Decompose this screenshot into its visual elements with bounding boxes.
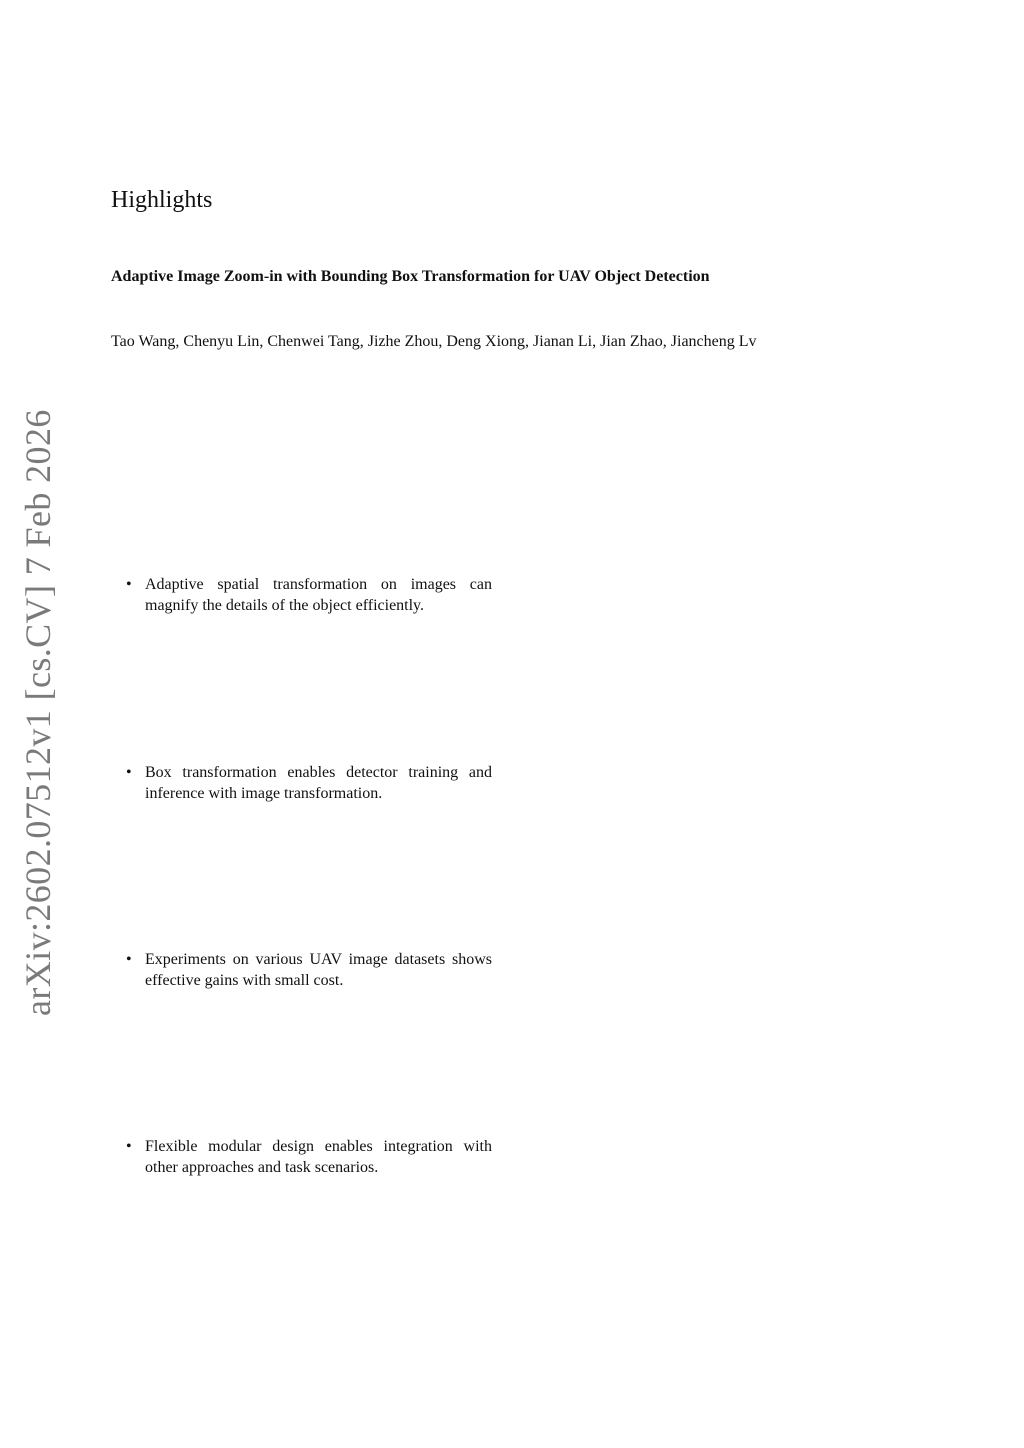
highlights-heading: Highlights: [111, 187, 213, 213]
paper-title: Adaptive Image Zoom-in with Bounding Box Transformation for UAV Object Detection: [111, 268, 710, 285]
highlight-item: [126, 1136, 492, 1178]
bullet-icon: •: [126, 764, 132, 781]
bullet-icon: •: [126, 951, 132, 968]
bullet-icon: •: [126, 576, 132, 593]
arxiv-sidebar-stamp: arXiv:2602.07512v1 [cs.CV] 7 Feb 2026: [18, 409, 58, 1016]
highlight-item: [126, 949, 492, 991]
bullet-icon: •: [126, 1138, 132, 1155]
highlight-text: Box transformation enables detector training and inference with image transformation.: [145, 764, 492, 802]
highlight-text: Experiments on various UAV image datasets shows effective gains with small cost.: [145, 951, 492, 989]
highlight-item: [126, 762, 492, 804]
highlight-text: Adaptive spatial transformation on images can magnify the details of the object efficiently.: [145, 576, 492, 614]
highlight-item: [126, 574, 492, 616]
author-list: Tao Wang, Chenyu Lin, Chenwei Tang, Jizhe Zhou, Deng Xiong, Jianan Li, Jian Zhao, Jiancheng Lv: [111, 333, 757, 350]
highlight-text: Flexible modular design enables integration with other approaches and task scenarios.: [145, 1138, 492, 1176]
